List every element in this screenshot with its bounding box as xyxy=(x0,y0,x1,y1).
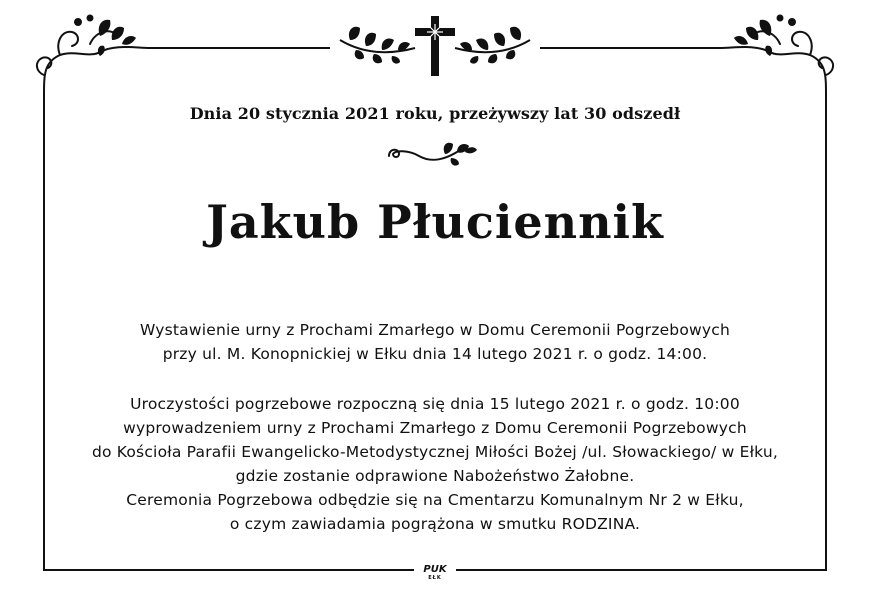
urn-viewing-paragraph xyxy=(40,318,830,366)
funeral-details-paragraph xyxy=(40,392,830,536)
text-line: gdzie zostanie odprawione Nabożeństwo Żałobne. xyxy=(235,467,635,485)
death-date-heading: Dnia 20 stycznia 2021 roku, przeżywszy lat 30 odszedł xyxy=(189,104,681,123)
text-line: do Kościoła Parafii Ewangelicko-Metodystycznej Miłości Bożej /ul. Słowackiego/ w Ełku, xyxy=(91,443,779,461)
text-line: Ceremonia Pogrzebowa odbędzie się na Cmentarzu Komunalnym Nr 2 w Ełku, xyxy=(126,491,744,509)
text-line: wyprowadzeniem urny z Prochami Zmarłego z Domu Ceremonii Pogrzebowych xyxy=(123,419,747,437)
puk-logo-sub: EŁK xyxy=(428,575,442,581)
puk-logo-main: PUK xyxy=(423,564,447,575)
deceased-name: Jakub Płuciennik xyxy=(206,195,664,249)
floral-corner-left-icon xyxy=(37,16,150,96)
leaf-divider-icon xyxy=(385,140,485,170)
text-line: o czym zawiadamia pogrążona w smutku RODZINA. xyxy=(229,515,641,533)
text-line: Wystawienie urny z Prochami Zmarłego w Domu Ceremonii Pogrzebowych xyxy=(139,321,731,339)
text-line: Uroczystości pogrzebowe rozpoczną się dnia 15 lutego 2021 r. o godz. 10:00 xyxy=(130,395,740,413)
text-line: przy ul. M. Konopnickiej w Ełku dnia 14 lutego 2021 r. o godz. 14:00. xyxy=(162,345,708,363)
cross-icon xyxy=(415,16,455,76)
laurel-branch-left-icon xyxy=(340,27,415,64)
puk-logo xyxy=(418,564,452,586)
